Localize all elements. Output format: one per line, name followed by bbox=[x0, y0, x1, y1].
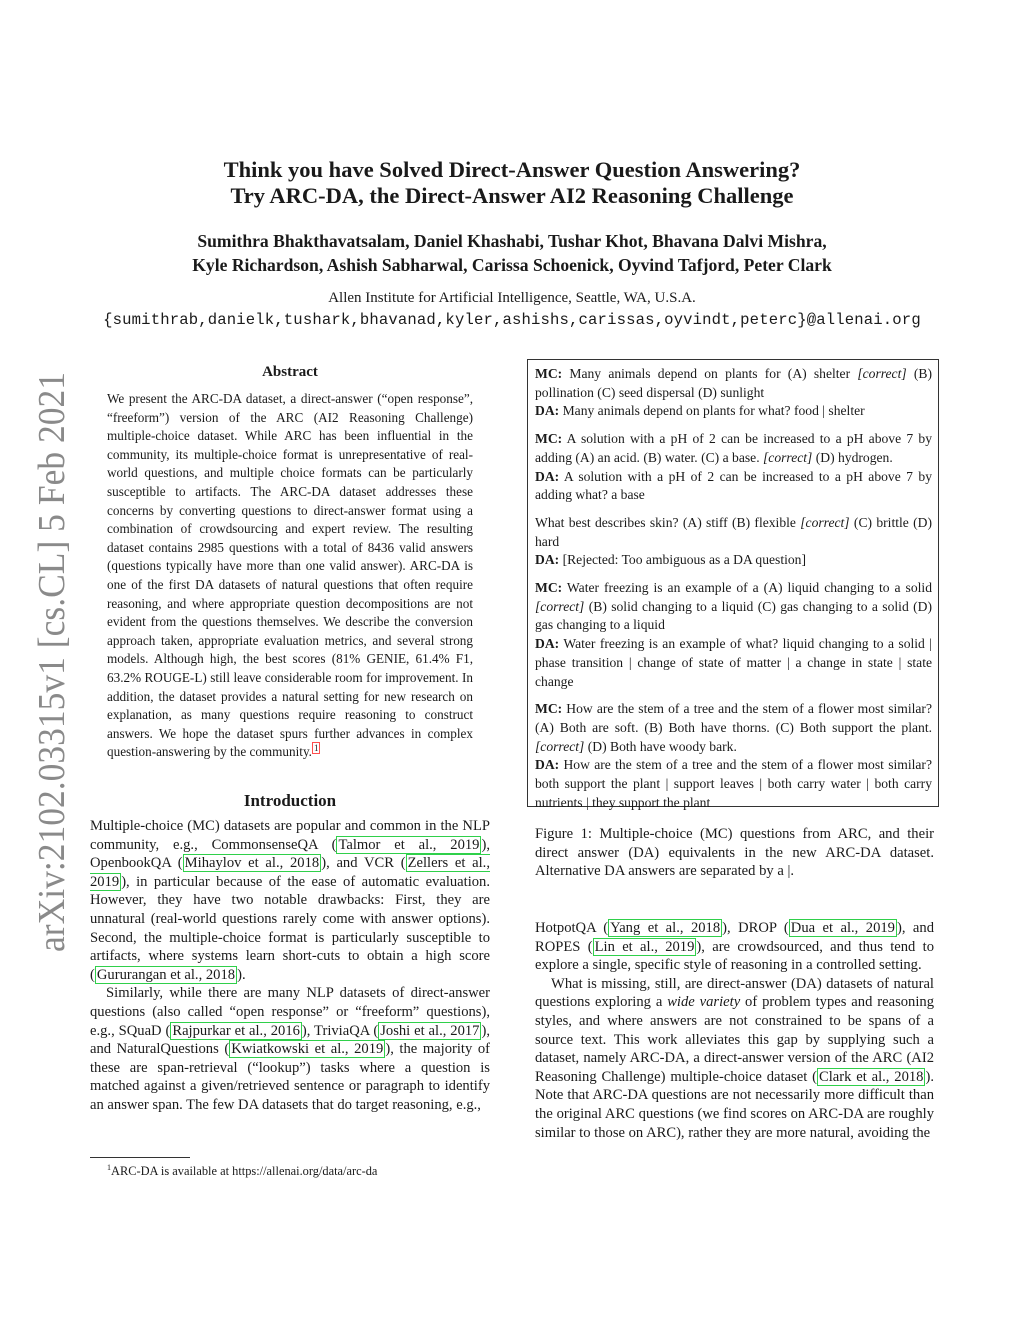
right-paragraph-2 bbox=[535, 975, 934, 1142]
mc-question bbox=[535, 365, 932, 402]
correct-marker: [correct] bbox=[857, 366, 907, 381]
da-text: How are the stem of a tree and the stem of a flower most similar? both support the plant | support leaves | both carry water | both carry nutrients | they support the plant bbox=[535, 757, 932, 810]
intro-paragraph-1 bbox=[90, 817, 490, 984]
citation-link[interactable]: Dua et al., 2019 bbox=[790, 920, 895, 936]
qa-example bbox=[535, 365, 932, 421]
da-question bbox=[535, 402, 932, 421]
correct-marker: [correct] bbox=[800, 514, 850, 530]
mc-text: How are the stem of a tree and the stem of a flower most similar? (A) Both are soft. (B) Both have thorns. (C) Both support the plant. bbox=[535, 701, 932, 735]
citation-link[interactable]: Rajpurkar et al., 2016 bbox=[172, 1022, 300, 1039]
mc-label: MC: bbox=[535, 580, 563, 596]
text-run: ), are crowdsourced, and thus tend to explore a single, specific style of reasoning in a controlled setting. bbox=[535, 938, 935, 974]
right-column-body bbox=[535, 919, 934, 1142]
citation-link[interactable]: Joshi et al., 2017 bbox=[380, 1022, 480, 1039]
mc-question bbox=[535, 579, 932, 635]
figure-1-box bbox=[527, 359, 939, 810]
emphasis: wide variety bbox=[667, 994, 741, 1011]
citation-link[interactable]: Gururangan et al., 2018 bbox=[96, 966, 236, 983]
paper-title bbox=[100, 157, 924, 209]
arxiv-stamp bbox=[20, 362, 80, 962]
qa-example bbox=[535, 700, 932, 812]
footnote bbox=[107, 1160, 490, 1179]
mc-text: (B) pollination (C) seed dispersal (D) sunlight bbox=[535, 366, 932, 400]
da-label: DA: bbox=[535, 552, 560, 568]
text-run: HotpotQA ( bbox=[535, 920, 609, 936]
citation-link[interactable]: Talmor et al., 2019 bbox=[338, 836, 480, 853]
correct-marker: [correct] bbox=[535, 738, 585, 754]
introduction-body bbox=[90, 817, 490, 1115]
text-run: ), and NaturalQuestions ( bbox=[90, 1022, 490, 1058]
text-run: ). Note that ARC-DA questions are not necessarily more difficult than the original ARC questions (we find scores on ARC-DA are roughly similar to those on ARC), rather they are more natural, avoiding the bbox=[535, 1068, 934, 1141]
mc-label: MC: bbox=[535, 366, 563, 381]
text-run: ). bbox=[237, 966, 246, 983]
text-run: of problem types and reasoning styles, and where answers are not constrained to be spans of a source text. This work alleviates this gap by supplying such a dataset, namely ARC-DA, a direct-answer version of the ARC (AI2 Reasoning Challenge) multiple-choice dataset ( bbox=[535, 994, 934, 1085]
da-question bbox=[535, 551, 932, 570]
da-label: DA: bbox=[535, 757, 560, 773]
footnote-rule bbox=[90, 1157, 190, 1158]
da-text: [Rejected: Too ambiguous as a DA question] bbox=[559, 552, 807, 568]
figure-1-caption: Figure 1: Multiple-choice (MC) questions from ARC, and their direct answer (DA) equivalents in the new ARC-DA dataset. Alternative DA answers are separated by a |. bbox=[535, 826, 934, 880]
text-run: ), DROP ( bbox=[722, 920, 789, 936]
text-run: ), and VCR ( bbox=[321, 855, 406, 872]
citation-link[interactable]: Lin et al., 2019 bbox=[594, 938, 695, 955]
correct-marker: [correct] bbox=[763, 449, 813, 465]
mc-text: (C) brittle (D) hard bbox=[535, 514, 932, 549]
author-list bbox=[100, 229, 924, 277]
mc-question bbox=[535, 700, 932, 756]
introduction-heading: Introduction bbox=[243, 791, 337, 810]
text-run: ), and ROPES ( bbox=[535, 920, 934, 955]
da-question bbox=[535, 635, 932, 691]
mc-question bbox=[535, 514, 932, 551]
text-run: ), OpenbookQA ( bbox=[90, 836, 490, 872]
da-text: Water freezing is an example of what? liquid changing to a solid | phase transition | change of state of matter | a change in state | state change bbox=[535, 636, 932, 689]
text-run: Multiple-choice (MC) datasets are popular and common in the NLP community, e.g., CommonsenseQA ( bbox=[90, 818, 490, 853]
qa-example bbox=[535, 579, 932, 691]
right-paragraph-1 bbox=[535, 919, 934, 975]
title-line-2: Try ARC-DA, the Direct-Answer AI2 Reasoning Challenge bbox=[230, 183, 794, 208]
arxiv-stamp-text: arXiv:2102.03315v1 [cs.CL] 5 Feb 2021 bbox=[31, 362, 73, 952]
author-emails: {sumithrab,danielk,tushark,bhavanad,kyler,ashishs,carissas,oyvindt,peterc}@allenai.org bbox=[103, 311, 921, 329]
da-question bbox=[535, 468, 932, 505]
mc-question bbox=[535, 430, 932, 467]
citation-link[interactable]: Kwiatkowski et al., 2019 bbox=[231, 1041, 384, 1058]
abstract-text: We present the ARC-DA dataset, a direct-answer (“open response”, “freeform”) version of the ARC (AI2 Reasoning Challenge) multiple-choice dataset. While ARC has been influential in the community, its multiple-choice format is unrepresentative of real-world questions, and multiple choice formats can be particularly susceptible to artifacts. The ARC-DA dataset addresses these concerns by converting questions to direct-answer format using a combination of crowdsourcing and expert review. The resulting dataset contains 2985 questions with a total of 8436 valid answers (questions typically have more than one valid answer). ARC-DA is one of the first DA datasets of natural questions that often require reasoning, and where appropriate question decompositions are not evident from the questions themselves. We describe the conversion approach taken, appropriate evaluation metrics, and several strong models. Although high, the best scores (81% GENIE, 61.4% F1, 63.2% ROUGE-L) still leave considerable room for improvement. In addition, the dataset provides a natural setting for new research on explanation, as many questions require reasoning to construct answers. We hope the dataset spurs further advances in complex question-answering by the community. bbox=[107, 391, 473, 760]
authors-line-2: Kyle Richardson, Ashish Sabharwal, Carissa Schoenick, Oyvind Tafjord, Peter Clark bbox=[192, 255, 832, 275]
intro-paragraph-2 bbox=[90, 984, 490, 1114]
citation-link[interactable]: Mihaylov et al., 2018 bbox=[184, 855, 320, 872]
footnote-text: ARC-DA is available at https://allenai.org/data/arc-da bbox=[111, 1164, 378, 1179]
text-run: ), TriviaQA ( bbox=[301, 1022, 379, 1039]
mc-text: A solution with a pH of 2 can be increased to a pH above 7 by adding (A) an acid. (B) water. (C) a base. bbox=[535, 431, 932, 465]
da-text: A solution with a pH of 2 can be increased to a pH above 7 by adding what? a base bbox=[535, 468, 932, 503]
citation-link[interactable]: Clark et al., 2018 bbox=[818, 1068, 924, 1085]
text-run: Similarly, while there are many NLP datasets of direct-answer questions (also called “open response” or “freeform” questions), e.g., SQuaD ( bbox=[90, 985, 490, 1039]
da-text: Many animals depend on plants for what? food | shelter bbox=[559, 403, 865, 419]
correct-marker: [correct] bbox=[535, 598, 585, 614]
citation-link[interactable]: Yang et al., 2018 bbox=[610, 920, 721, 936]
footnote-mark: 1 bbox=[107, 1163, 111, 1172]
qa-example bbox=[535, 430, 932, 505]
footnote-link[interactable]: 1 bbox=[313, 742, 319, 753]
mc-text: (B) solid changing to a liquid (C) gas changing to a solid (D) gas changing to a liquid bbox=[535, 598, 932, 633]
title-line-1: Think you have Solved Direct-Answer Question Answering? bbox=[223, 157, 801, 182]
mc-label: MC: bbox=[535, 701, 563, 717]
affiliation: Allen Institute for Artificial Intelligence, Seattle, WA, U.S.A. bbox=[328, 290, 696, 306]
mc-label: MC: bbox=[535, 431, 563, 447]
citation-link[interactable]: Zellers et al., 2019 bbox=[90, 855, 490, 890]
text-run: ), the majority of these are span-retrieval (“lookup”) tasks where a question is matched against a given/retrieved sentence or paragraph to identify an answer span. The few DA datasets that do target reasoning, e.g., bbox=[90, 1041, 490, 1113]
text-run: What is missing, still, are direct-answer (DA) datasets of natural questions exploring a bbox=[535, 975, 934, 1011]
qa-example bbox=[535, 514, 932, 570]
da-label: DA: bbox=[535, 636, 560, 652]
mc-text: What best describes skin? (A) stiff (B) flexible bbox=[535, 514, 801, 530]
abstract-heading: Abstract bbox=[262, 364, 318, 380]
mc-text: (D) hydrogen. bbox=[812, 449, 893, 465]
authors-line-1: Sumithra Bhakthavatsalam, Daniel Khashabi, Tushar Khot, Bhavana Dalvi Mishra, bbox=[197, 231, 827, 251]
da-label: DA: bbox=[535, 468, 560, 484]
da-question bbox=[535, 756, 932, 812]
arxiv-stamp-graphic bbox=[20, 362, 80, 962]
mc-text: Water freezing is an example of a (A) liquid changing to a solid bbox=[562, 580, 932, 596]
mc-text: (D) Both have woody bark. bbox=[584, 738, 737, 754]
abstract-body bbox=[107, 390, 473, 762]
mc-text: Many animals depend on plants for (A) shelter bbox=[562, 366, 858, 381]
text-run: ), in particular because of the ease of automatic evaluation. However, they have two notable drawbacks: First, they are unnatural (real-world questions rarely come with answer options). Second, the multiple-choice format is particularly susceptible to artifacts, where systems learn short-cuts to obtain a high score ( bbox=[90, 873, 490, 983]
da-label: DA: bbox=[535, 403, 560, 419]
